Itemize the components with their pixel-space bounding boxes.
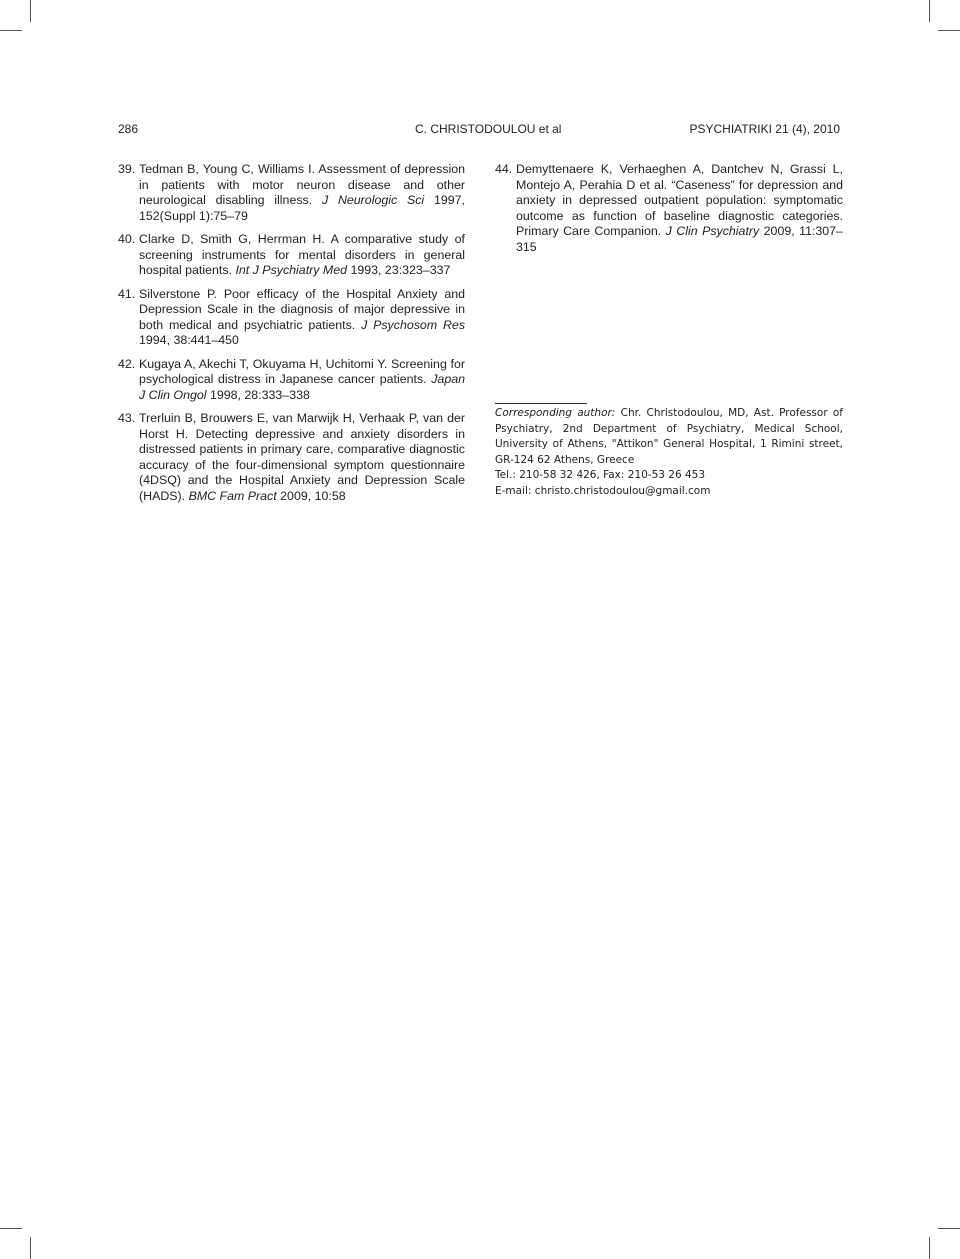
reference-journal: J Clin Psychiatry xyxy=(665,224,760,238)
reference-journal: J Psychosom Res xyxy=(361,317,466,332)
reference-text: Clarke D, Smith G, Herrman H. A comparative study of screening instruments for mental disorders in general hospital patients. xyxy=(139,232,465,277)
crop-mark xyxy=(30,0,31,22)
reference-number: 44. xyxy=(495,162,513,176)
reference-details: 1993, 23:323–337 xyxy=(350,263,451,277)
crop-mark xyxy=(0,1228,22,1229)
corresponding-author-note xyxy=(495,406,843,499)
reference-details: 2009, 11:307–315 xyxy=(516,224,843,254)
reference-text: Tedman B, Young C, Williams I. Assessment of depression in patients with motor neuron disease and other neurological disabling illness. xyxy=(139,162,465,207)
running-title: C. CHRISTODOULOU et al xyxy=(415,122,562,136)
references-right-column xyxy=(495,162,843,263)
reference-item xyxy=(118,232,465,279)
reference-details: 1997, 152(Suppl 1):75–79 xyxy=(139,193,465,223)
crop-mark xyxy=(30,1237,31,1259)
reference-text: Kugaya A, Akechi T, Okuyama H, Uchitomi Y. Screening for psychological distress in Japanese cancer patients. xyxy=(139,356,465,386)
crop-mark xyxy=(938,1228,960,1229)
reference-item xyxy=(118,357,465,404)
reference-journal: Japan J Clin Ongol xyxy=(139,372,465,402)
reference-journal: Int J Psychiatry Med xyxy=(235,263,348,277)
corresponding-address: Chr. Christodoulou, MD, Ast. Professor of Psychiatry, 2nd Department of Psychiatry, Medical School, University of Athens, "Attikon" General Hospital, 1 Rimini street, GR-124 62 Athens, Greece xyxy=(495,407,843,466)
reference-text: Silverstone P. Poor efficacy of the Hospital Anxiety and Depression Scale in the diagnosis of major depressive in both medical and psychiatric patients. xyxy=(139,286,465,332)
reference-text: Trerluin B, Brouwers E, van Marwijk H, Verhaak P, van der Horst H. Detecting depressive and anxiety disorders in distressed patients in primary care, comparative diagnostic accuracy of the four-dimensional symptom questionnaire (4DSQ) and the Hospital Anxiety and Depression Scale (HADS). xyxy=(139,411,465,503)
corresponding-label: Corresponding author: xyxy=(495,407,616,419)
crop-mark xyxy=(929,0,930,22)
reference-number: 40. xyxy=(118,232,136,246)
references-left-column xyxy=(118,162,465,512)
corresponding-email: E-mail: christo.christodoulou@gmail.com xyxy=(495,484,711,497)
reference-text: Demyttenaere K, Verhaeghen A, Dantchev N, Grassi L, Montejo A, Perahia D et al. “Caseness” for depression and anxiety in depressed outpatient population: symptomatic outcome as function of baseline diagnostic categories. Primary Care Companion. xyxy=(516,162,843,238)
journal-info: PSYCHIATRIKI 21 (4), 2010 xyxy=(689,122,840,136)
crop-mark xyxy=(938,30,960,31)
reference-details: 2009, 10:58 xyxy=(280,488,346,503)
page-number: 286 xyxy=(118,122,139,136)
page-header xyxy=(118,122,840,140)
reference-item xyxy=(118,287,465,349)
reference-number: 43. xyxy=(118,411,136,425)
reference-number: 39. xyxy=(118,162,136,176)
reference-number: 42. xyxy=(118,356,136,371)
reference-item xyxy=(118,162,465,224)
reference-journal: BMC Fam Pract xyxy=(188,488,277,503)
reference-details: 1998, 28:333–338 xyxy=(209,387,310,402)
reference-details: 1994, 38:441–450 xyxy=(139,333,239,347)
footnote-divider xyxy=(495,403,587,404)
reference-item xyxy=(118,411,465,504)
crop-mark xyxy=(929,1237,930,1259)
corresponding-phone: Tel.: 210-58 32 426, Fax: 210-53 26 453 xyxy=(495,469,706,481)
reference-item xyxy=(495,162,843,255)
crop-mark xyxy=(0,30,22,31)
reference-number: 41. xyxy=(118,286,136,301)
reference-journal: J Neurologic Sci xyxy=(321,193,425,207)
